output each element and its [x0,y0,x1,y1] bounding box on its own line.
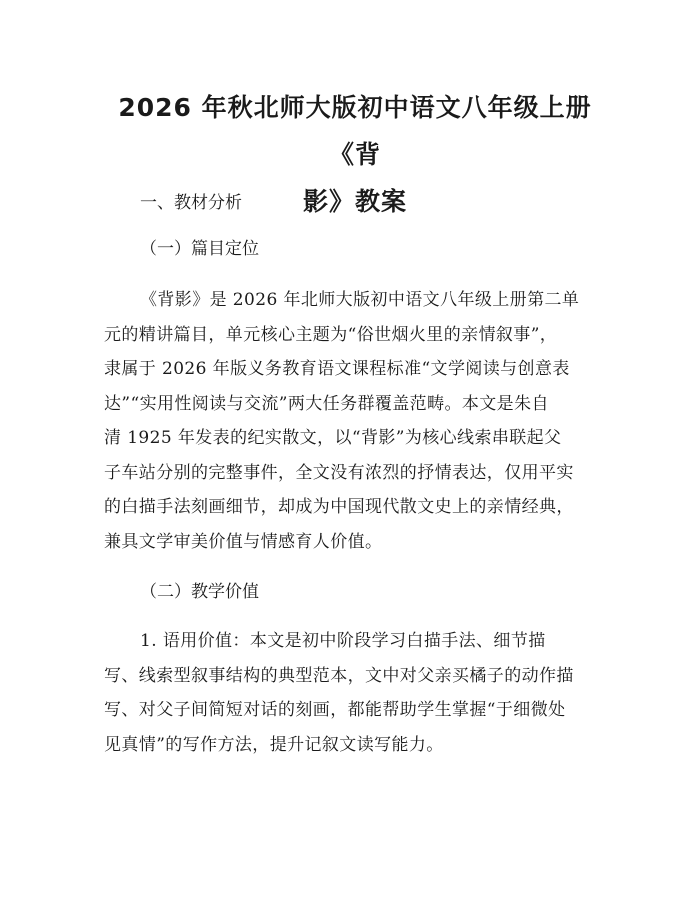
paragraph-line: 1. 语用价值：本文是初中阶段学习白描手法、细节描 [140,631,546,651]
subsection-heading-positioning: （一）篇目定位 [140,239,259,259]
paragraph-line: 写、对父子间简短对话的刻画，都能帮助学生掌握“于细微处 [104,700,566,720]
paragraph-line: 隶属于 2026 年版义务教育语文课程标准“文学阅读与创意表 [104,359,570,379]
section-heading-textbook-analysis: 一、教材分析 [140,193,242,213]
paragraph-language-value [104,624,584,762]
paragraph-positioning [104,283,584,559]
paragraph-line: 达”“实用性阅读与交流”两大任务群覆盖范畴。本文是朱自 [104,393,549,414]
paragraph-line: 兼具文学审美价值与情感育人价值。 [104,531,383,552]
paragraph-line: 写、线索型叙事结构的典型范本，文中对父亲买橘子的动作描 [104,665,574,686]
title-line: 影》教案 [302,187,407,216]
paragraph-line: 的白描手法刻画细节，却成为中国现代散文史上的亲情经典， [104,497,574,517]
paragraph-line: 《背影》是 2026 年北师大版初中语文八年级上册第二单 [140,290,580,310]
subsection-heading-teaching-value: （二）教学价值 [140,582,259,602]
paragraph-line: 子车站分别的完整事件，全文没有浓烈的抒情表达，仅用平实 [104,462,574,483]
paragraph-line: 见真情”的写作方法，提升记叙文读写能力。 [104,734,444,755]
paragraph-line: 清 1925 年发表的纪实散文，以“背影”为核心线索串联起父 [104,428,562,448]
title-line: 2026 年秋北师大版初中语文八年级上册《背 [118,93,592,169]
paragraph-line: 元的精讲篇目，单元核心主题为“俗世烟火里的亲情叙事”， [104,324,558,345]
